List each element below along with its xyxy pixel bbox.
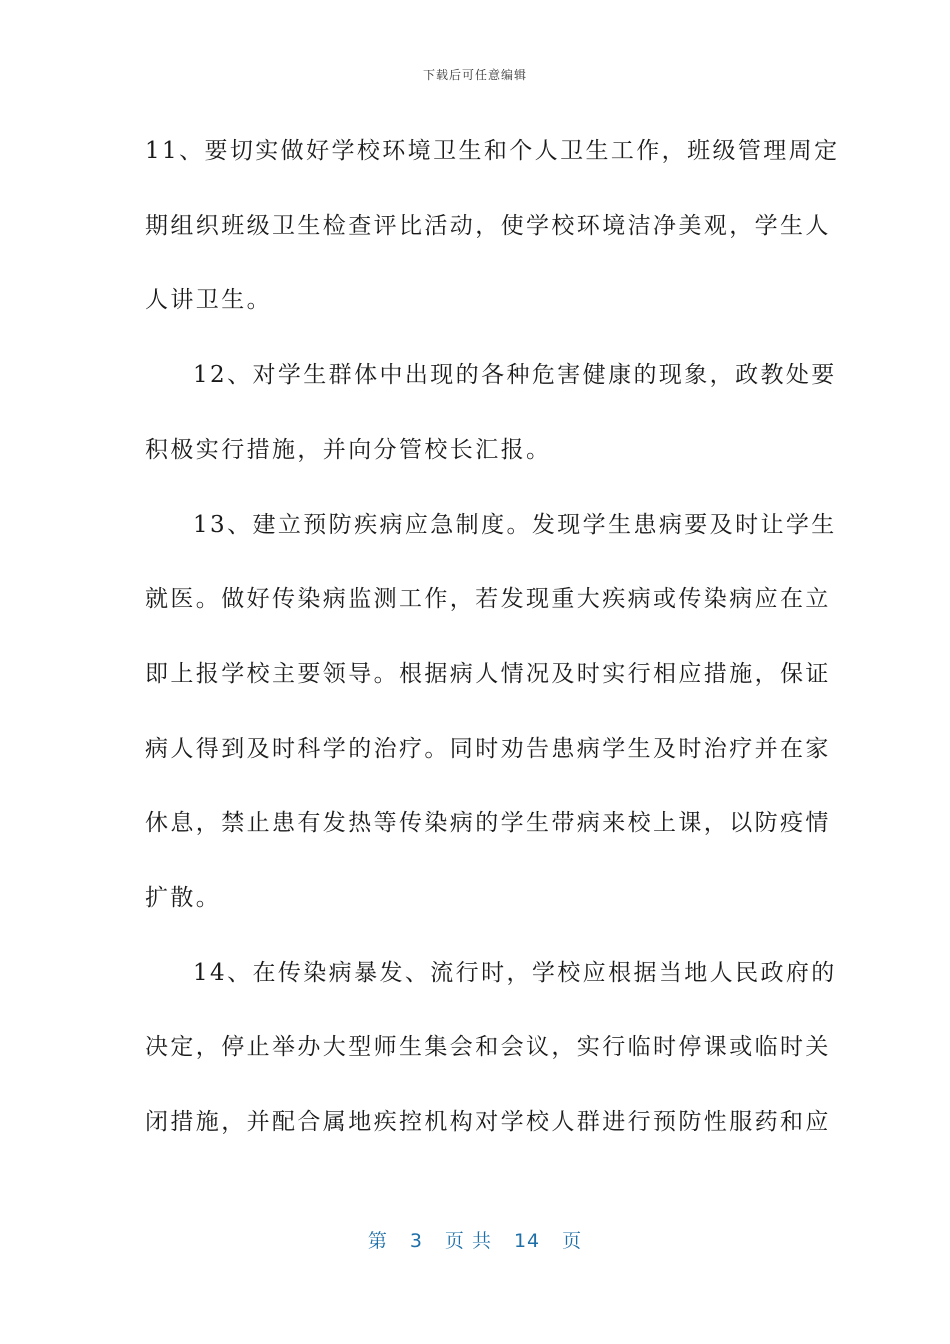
paragraph-13 (145, 488, 837, 936)
text-line: 病人得到及时科学的治疗。同时劝告患病学生及时治疗并在家 (145, 735, 831, 762)
footer-middle: 页 共 (444, 1230, 492, 1252)
text-line: 休息，禁止患有发热等传染病的学生带病来校上课，以防疫情 (145, 810, 831, 837)
text-line: 闭措施，并配合属地疾控机构对学校人群进行预防性服药和应 (145, 1109, 831, 1136)
text-line: 就医。做好传染病监测工作，若发现重大疾病或传染病应在立 (145, 586, 831, 613)
text-line: 决定，停止举办大型师生集会和会议，实行临时停课或临时关 (145, 1034, 831, 1061)
paragraph-12 (145, 338, 837, 487)
text-line: 12、对学生群体中出现的各种危害健康的现象，政教处要 (193, 362, 837, 389)
text-line: 即上报学校主要领导。根据病人情况及时实行相应措施，保证 (145, 660, 831, 687)
text-line: 扩散。 (145, 885, 222, 912)
text-line: 积极实行措施，并向分管校长汇报。 (145, 436, 552, 463)
text-line: 14、在传染病暴发、流行时，学校应根据当地人民政府的 (193, 959, 837, 986)
current-page-number: 3 (409, 1230, 423, 1252)
footer-prefix: 第 (367, 1230, 388, 1252)
paragraph-11 (145, 114, 840, 338)
text-line: 13、建立预防疾病应急制度。发现学生患病要及时让学生 (193, 511, 837, 538)
paragraph-14 (145, 936, 837, 1160)
text-line: 人讲卫生。 (145, 287, 272, 314)
text-line: 11、要切实做好学校环境卫生和个人卫生工作，班级管理周定 (145, 138, 840, 164)
document-body (145, 114, 840, 1160)
total-pages-number: 14 (513, 1230, 541, 1252)
text-line: 期组织班级卫生检查评比活动，使学校环境洁净美观，学生人 (145, 212, 831, 239)
header-note: 下载后可任意编辑 (422, 68, 527, 82)
page-footer (0, 1226, 950, 1253)
footer-suffix: 页 (562, 1230, 583, 1252)
